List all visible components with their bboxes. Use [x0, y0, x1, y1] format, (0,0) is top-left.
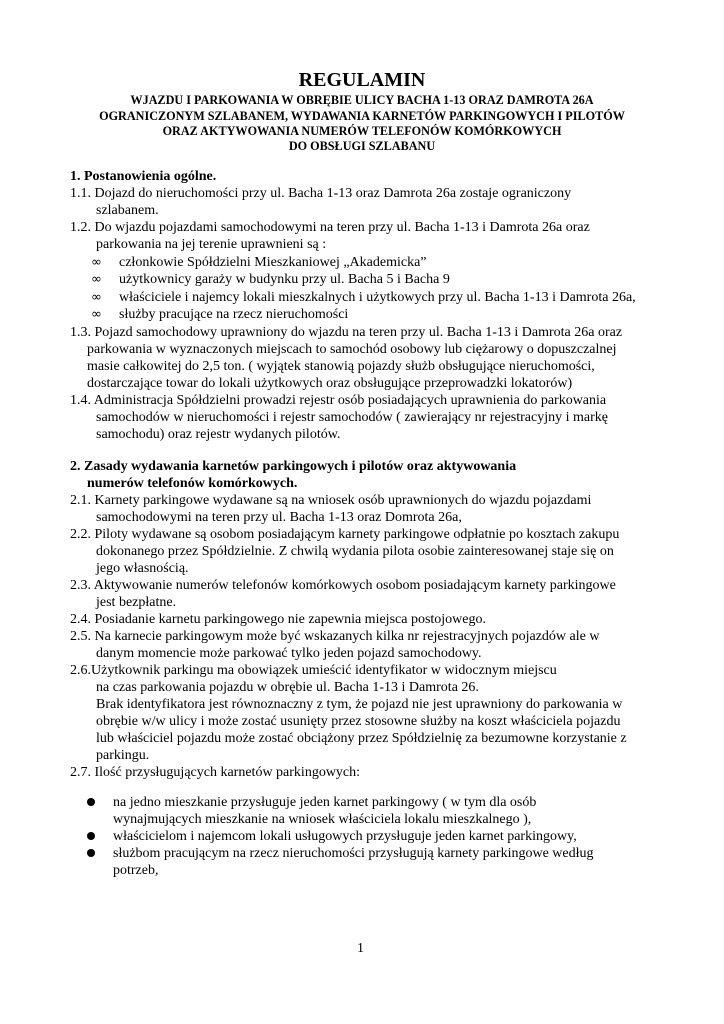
list-item: na jedno mieszkanie przysługuje jeden karnet parkingowy ( w tym dla osób [113, 795, 537, 810]
paragraph-2-5-line-2: danym momencie może parkować tylko jeden pojazd samochodowy. [96, 646, 482, 661]
paragraph-2-6-line-2: na czas parkowania pojazdu w obrębie ul. Bacha 1-13 i Damrota 26. [96, 680, 479, 695]
paragraph-1-2-line-2: parkowania na jej terenie uprawnieni są : [96, 237, 327, 252]
paragraph-2-6-line-5: lub właściciel pojazdu może zostać obciążony przez Spółdzielnię za bezumowne korzystanie z [96, 731, 627, 746]
list-item: właściciele i najemcy lokali mieszkalnych i użytkowych przy ul. Bacha 1-13 i Damrota 26a, [119, 290, 636, 305]
paragraph-1-4-line-3: samochodu) oraz rejestr wydanych pilotów. [96, 427, 341, 442]
list-item: służby pracujące na rzecz nieruchomości [119, 307, 349, 322]
subtitle-line-3: ORAZ AKTYWOWANIA NUMERÓW TELEFONÓW KOMÓRKOWYCH [162, 124, 562, 138]
section-1-heading: 1. Postanowienia ogólne. [70, 169, 217, 184]
infinity-bullet-icon: ∞ [91, 255, 102, 270]
paragraph-2-2-line-1: 2.2. Piloty wydawane są osobom posiadającym karnety parkingowe odpłatnie po kosztach zakupu [70, 527, 620, 542]
round-bullet-icon [87, 832, 95, 840]
list-item-continuation: potrzeb, [113, 863, 159, 878]
list-item-continuation: wynajmujących mieszkanie na wniosek właściciela lokalu mieszkalnego ), [113, 812, 532, 827]
paragraph-2-3-line-2: jest bezpłatne. [96, 595, 177, 610]
paragraph-1-3-line-2: parkowania w wyznaczonych miejscach to samochód osobowy lub ciężarowy o dopuszczalnej [87, 342, 617, 357]
section-2-heading-line-1: 2. Zasady wydawania karnetów parkingowych i pilotów oraz aktywowania [70, 459, 517, 474]
paragraph-2-6-line-4: obrębie w/w ulicy i może zostać usunięty przez stosowne służby na koszt właściciela pojazdu [96, 714, 621, 729]
infinity-bullet-icon: ∞ [91, 307, 102, 322]
paragraph-2-6-line-3: Brak identyfikatora jest równoznaczny z tym, że pojazd nie jest uprawniony do parkowania w [96, 697, 623, 712]
list-item: użytkownicy garaży w budynku przy ul. Bacha 5 i Bacha 9 [119, 272, 450, 287]
document-title: REGULAMIN [298, 69, 426, 91]
subtitle-line-2: OGRANICZONYM SZLABANEM, WYDAWANIA KARNETÓW PARKINGOWYCH I PILOTÓW [99, 109, 625, 123]
paragraph-1-4-line-2: samochodów w nieruchomości i rejestr samochodów ( zawierający nr rejestracyjny i markę [96, 410, 608, 425]
paragraph-2-6-line-6: parkingu. [96, 748, 150, 763]
paragraph-2-4: 2.4. Posiadanie karnetu parkingowego nie zapewnia miejsca postojowego. [70, 612, 486, 627]
paragraph-1-3-line-4: dostarczające towar do lokali użytkowych oraz obsługujące przeprowadzki lokatorów) [87, 376, 573, 391]
paragraph-1-2-line-1: 1.2. Do wjazdu pojazdami samochodowymi na teren przy ul. Bacha 1-13 i Damrota 26a oraz [70, 220, 590, 235]
infinity-bullet-icon: ∞ [91, 272, 102, 287]
paragraph-2-2-line-3: jego własnością. [96, 561, 189, 576]
paragraph-2-5-line-1: 2.5. Na karnecie parkingowym może być wskazanych kilka nr rejestracyjnych pojazdów ale w [70, 629, 600, 644]
paragraph-2-1-line-1: 2.1. Karnety parkingowe wydawane są na wniosek osób uprawnionych do wjazdu pojazdami [70, 493, 592, 508]
paragraph-2-3-line-1: 2.3. Aktywowanie numerów telefonów komórkowych osobom posiadającym karnety parkingowe [70, 578, 616, 593]
paragraph-1-4-line-1: 1.4. Administracja Spółdzielni prowadzi rejestr osób posiadających uprawnienia do parkowania [70, 393, 607, 408]
paragraph-2-2-line-2: dokonanego przez Spółdzielnie. Z chwilą wydania pilota osobie zainteresowanej staje się on [96, 544, 614, 559]
round-bullet-icon [87, 798, 95, 806]
paragraph-2-1-line-2: samochodowymi na teren przy ul. Bacha 1-13 oraz Domrota 26a, [96, 510, 462, 525]
infinity-bullet-icon: ∞ [91, 290, 102, 305]
paragraph-1-1-line-2: szlabanem. [96, 203, 159, 218]
section-2-heading-line-2: numerów telefonów komórkowych. [87, 476, 298, 491]
paragraph-1-3-line-1: 1.3. Pojazd samochodowy uprawniony do wjazdu na teren przy ul. Bacha 1-13 i Damrota 26a oraz [70, 325, 623, 340]
paragraph-2-7: 2.7. Ilość przysługujących karnetów parkingowych: [70, 765, 361, 780]
list-item: właścicielom i najemcom lokali usługowych przysługuje jeden karnet parkingowy, [113, 829, 577, 844]
page-number: 1 [357, 941, 364, 956]
paragraph-1-1-line-1: 1.1. Dojazd do nieruchomości przy ul. Bacha 1-13 oraz Damrota 26a zostaje ograniczony [70, 186, 572, 201]
list-item: członkowie Spółdzielni Mieszkaniowej „Akademicka” [119, 255, 427, 270]
round-bullet-icon [87, 849, 95, 857]
subtitle-line-4: DO OBSŁUGI SZLABANU [288, 139, 436, 153]
list-item: służbom pracującym na rzecz nieruchomości przysługują karnety parkingowe według [113, 846, 594, 861]
paragraph-2-6-line-1: 2.6.Użytkownik parkingu ma obowiązek umieścić identyfikator w widocznym miejscu [70, 663, 557, 678]
paragraph-1-3-line-3: masie całkowitej do 2,5 ton. ( wyjątek stanowią pojazdy służb obsługujące nieruchomości, [87, 359, 595, 374]
subtitle-line-1: WJAZDU I PARKOWANIA W OBRĘBIE ULICY BACHA 1-13 ORAZ DAMROTA 26A [130, 93, 594, 107]
